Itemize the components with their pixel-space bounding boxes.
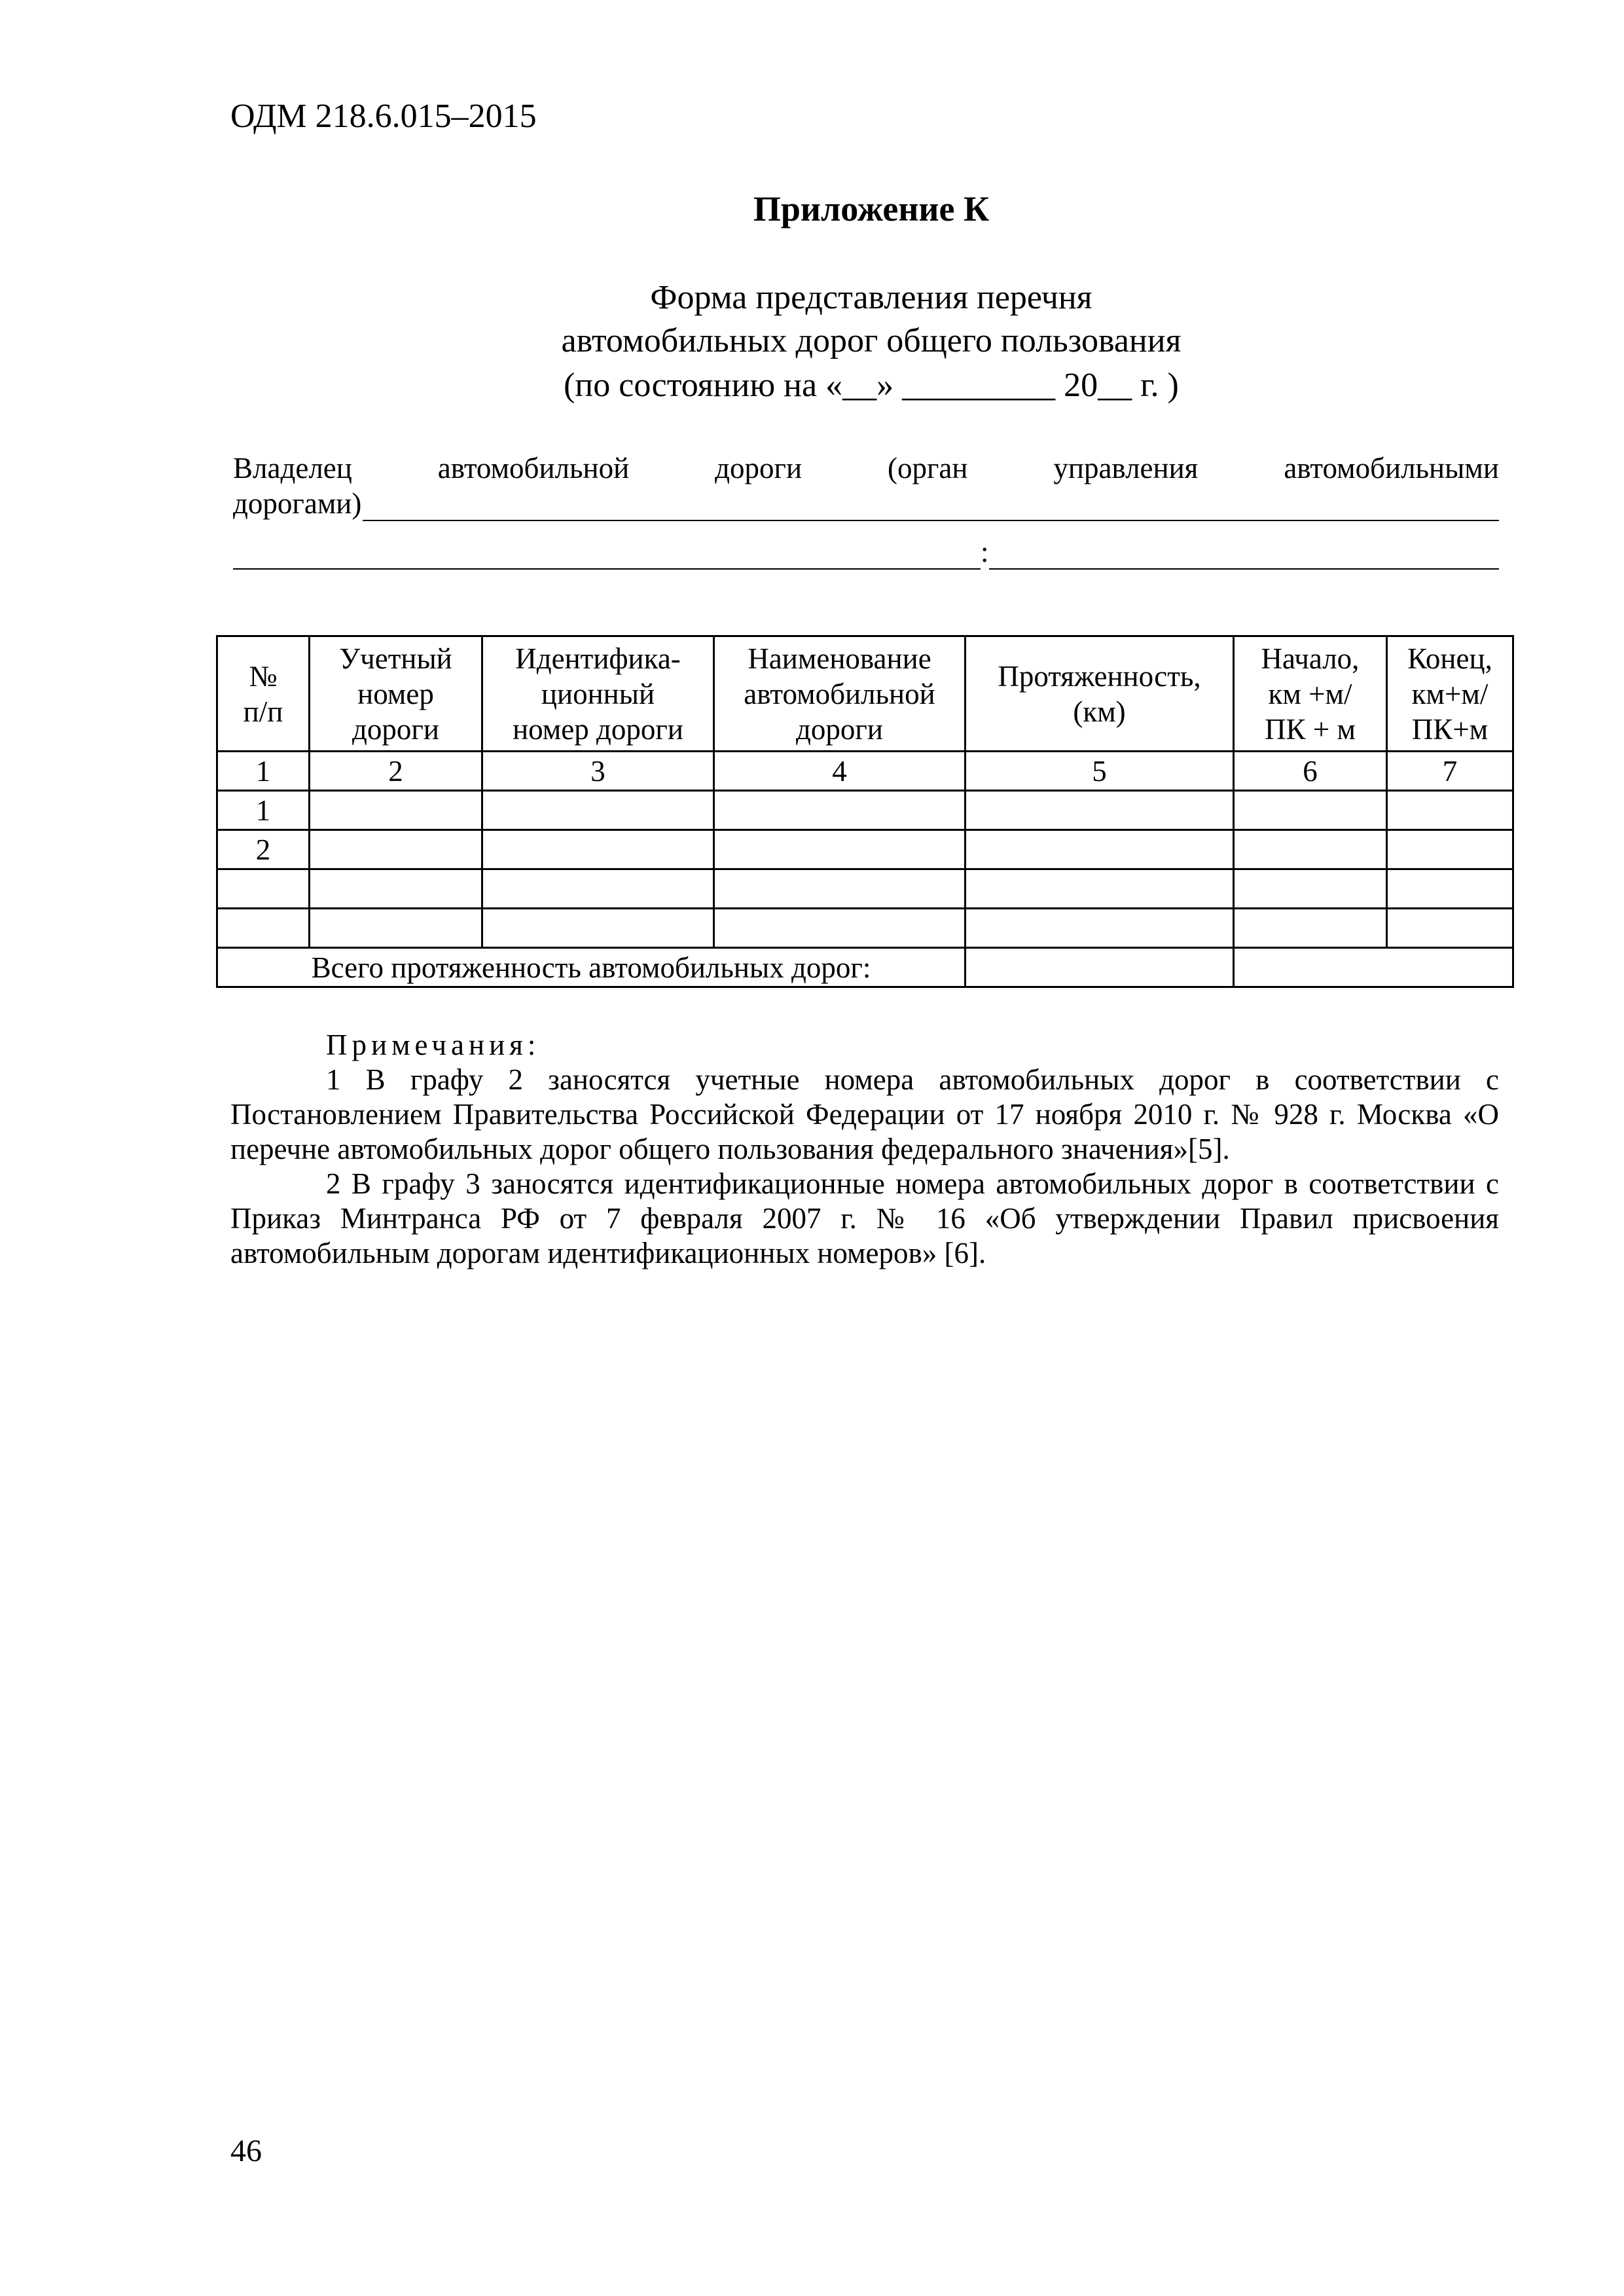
owner-blank-field-a[interactable] [233, 539, 981, 570]
table-cell[interactable] [310, 909, 482, 948]
table-cell[interactable] [1234, 909, 1387, 948]
table-cell[interactable] [714, 909, 965, 948]
owner-word: (орган [887, 452, 968, 484]
form-title-line-2: автомобильных дорог общего пользования [561, 322, 1182, 359]
table-row [217, 869, 1513, 909]
table-cell[interactable] [714, 869, 965, 909]
form-title-line-3: (по состоянию на «__» _________ 20__ г. ) [564, 367, 1179, 404]
table-cell[interactable] [1387, 909, 1513, 948]
owner-separator: : [981, 536, 989, 568]
table-cell[interactable] [1234, 869, 1387, 909]
table-cell[interactable] [965, 869, 1234, 909]
column-number-cell: 6 [1234, 752, 1387, 791]
table-cell[interactable] [482, 791, 714, 830]
header-cell-end: Конец, км+м/ ПК+м [1387, 636, 1513, 752]
header-cell-length: Протяженность, (км) [965, 636, 1234, 752]
column-number-cell: 1 [217, 752, 310, 791]
table-header-row [217, 636, 1513, 752]
owner-word: Владелец [233, 452, 352, 484]
table-cell[interactable] [310, 830, 482, 869]
owner-fill-line-2 [233, 534, 1499, 570]
table-cell[interactable] [1234, 830, 1387, 869]
total-label: Всего протяженность автомобильных дорог: [217, 948, 965, 987]
column-number-cell: 2 [310, 752, 482, 791]
table-row [217, 791, 1513, 830]
header-cell-account-number: Учетный номер дороги [310, 636, 482, 752]
owner-word: дороги [715, 452, 803, 484]
owner-word: управления [1053, 452, 1199, 484]
owner-word: автомобильными [1284, 452, 1499, 484]
page-number: 46 [230, 2134, 262, 2168]
table-cell[interactable] [714, 791, 965, 830]
table-cell[interactable] [714, 830, 965, 869]
table-cell[interactable] [482, 869, 714, 909]
owner-blank-field[interactable] [363, 491, 1499, 521]
table-cell[interactable] [482, 830, 714, 869]
owner-blank-field-b[interactable] [989, 539, 1499, 570]
table-cell: 2 [217, 830, 310, 869]
table-cell[interactable] [1387, 791, 1513, 830]
column-number-cell: 5 [965, 752, 1234, 791]
header-cell-road-name: Наименование автомобильной дороги [714, 636, 965, 752]
header-cell-start: Начало, км +м/ ПК + м [1234, 636, 1387, 752]
table-cell[interactable] [1234, 791, 1387, 830]
table-cell[interactable] [965, 830, 1234, 869]
notes-title: Примечания: [326, 1029, 541, 1061]
table-cell[interactable] [217, 869, 310, 909]
owner-block [233, 450, 1499, 570]
table-cell[interactable] [1387, 869, 1513, 909]
total-empty-cell [1234, 948, 1513, 987]
appendix-title: Приложение К [753, 189, 990, 228]
table-cell[interactable] [310, 791, 482, 830]
table-cell[interactable] [217, 909, 310, 948]
owner-label-end: дорогами) [233, 487, 362, 520]
roads-form-table [216, 635, 1514, 988]
table-cell: 1 [217, 791, 310, 830]
table-row [217, 909, 1513, 948]
document-code: ОДМ 218.6.015–2015 [230, 98, 537, 135]
form-title-line-1: Форма представления перечня [650, 279, 1092, 316]
owner-word: автомобильной [437, 452, 630, 484]
header-cell-identification-number: Идентифика- ционный номер дороги [482, 636, 714, 752]
column-number-cell: 3 [482, 752, 714, 791]
column-number-row [217, 752, 1513, 791]
table-cell[interactable] [965, 909, 1234, 948]
owner-fill-line [233, 486, 1499, 521]
table-row [217, 830, 1513, 869]
table-cell[interactable] [965, 791, 1234, 830]
header-cell-number: № п/п [217, 636, 310, 752]
table-cell[interactable] [310, 869, 482, 909]
total-row [217, 948, 1513, 987]
column-number-cell: 7 [1387, 752, 1513, 791]
note-2: 2 В графу 3 заносятся идентификационные номера автомобильных дорог в соответствии с Приказ Минтранса РФ от 7 февраля 2007 г. № 16 «Об утверждении Правил присвоения автомобильным дорогам идентификационных номеров» [6]. [230, 1167, 1499, 1269]
notes-section [230, 1028, 1499, 1271]
table-cell[interactable] [482, 909, 714, 948]
total-length-cell[interactable] [965, 948, 1234, 987]
table-cell[interactable] [1387, 830, 1513, 869]
column-number-cell: 4 [714, 752, 965, 791]
note-1: 1 В графу 2 заносятся учетные номера автомобильных дорог в соответствии с Постановлением Правительства Российской Федерации от 17 ноября 2010 г. № 928 г. Москва «О перечне автомобильных дорог общего пользования федерального значения»[5]. [230, 1063, 1499, 1165]
owner-label-line [233, 450, 1499, 486]
